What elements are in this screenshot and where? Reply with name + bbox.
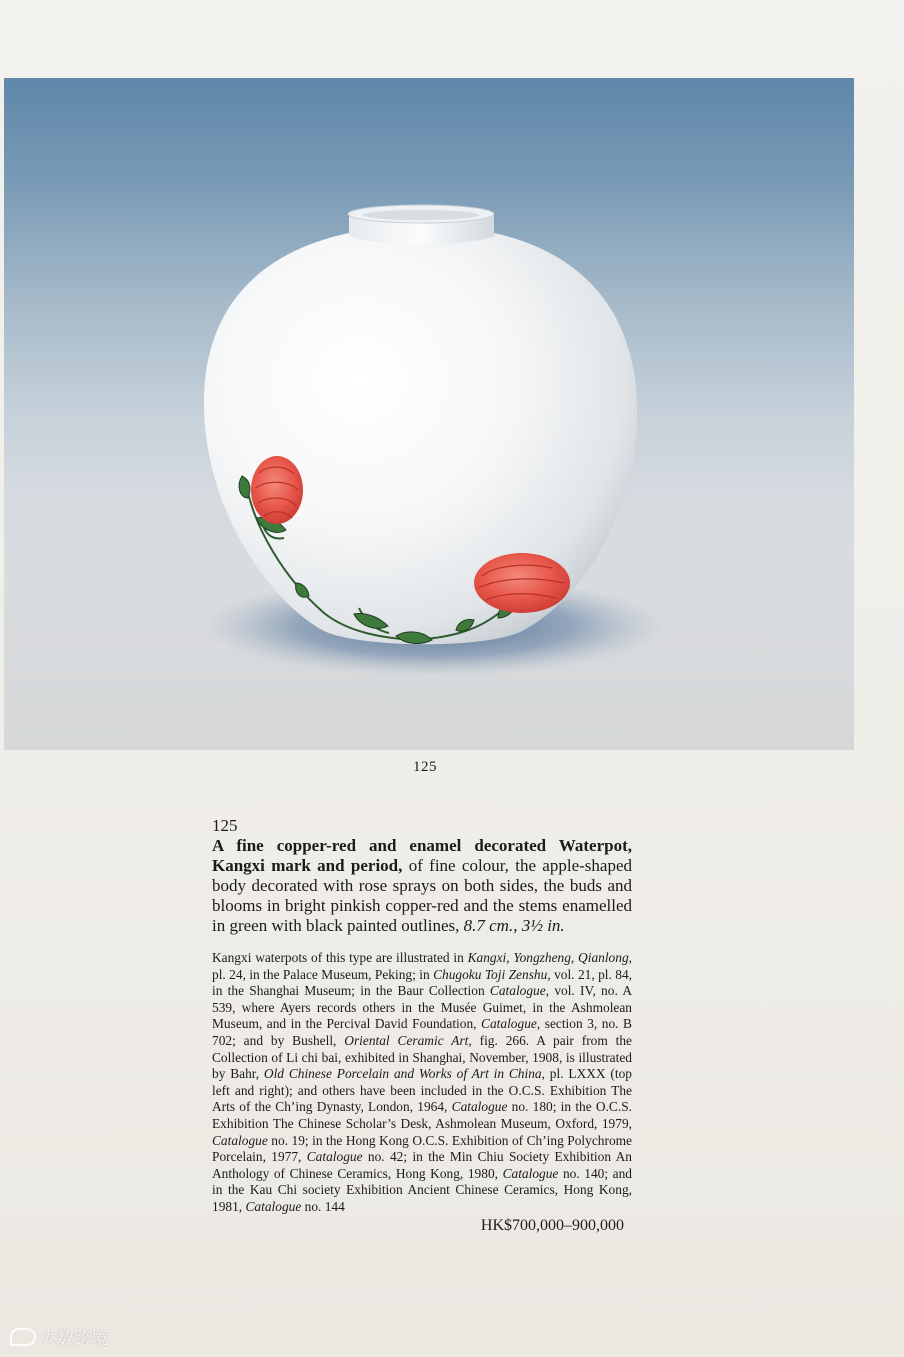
watermark-text: 大数跨境 [40, 1329, 108, 1349]
watermark [10, 1324, 108, 1349]
waterpot-body [204, 233, 637, 644]
waterpot-photograph [4, 78, 854, 750]
plate-caption: 125 [413, 759, 437, 775]
watermark-logo-icon [10, 1328, 36, 1346]
lot-description-text: of fine colour, the apple-shaped body decorated with rose sprays on both sides, the buds and blooms in bright pinkish copper-red and the stems enamelled in green with black painted outlines, [212, 856, 632, 935]
waterpot-opening [363, 210, 479, 220]
lot-description [212, 836, 632, 936]
lot-title: A fine copper-red and enamel decorated Waterpot, Kangxi mark and period, [212, 836, 632, 875]
lot-dimensions: 8.7 cm., 3½ in. [463, 916, 565, 935]
price-estimate: HK$700,000–900,000 [480, 1216, 624, 1234]
rose-bloom-upper [251, 456, 303, 524]
lot-number: 125 [212, 816, 238, 835]
literature-note: Kangxi waterpots of this type are illustrated in Kangxi, Yongzheng, Qianlong, pl. 24, in the Palace Museum, Peking; in Chugoku Toji Zenshu, vol. 21, pl. 84, in the Shanghai Museum; in the Baur Collection Catalogue, vol. IV, no. A 539, where Ayers records others in the Musée Guimet, in the Ashmolean Museum, and in the Percival David Foundation, Catalogue, section 3, no. B 702; and by Bushell, Oriental Ceramic Art, fig. 266. A pair from the Collection of Li chi bai, exhibited in Shanghai, November, 1908, is illustrated by Bahr, Old Chinese Porcelain and Works of Art in China, pl. LXXX (top left and right); and others have been included in the O.C.S. Exhibition The Arts of the Ch’ing Dynasty, London, 1964, Catalogue no. 180; in the O.C.S. Exhibition The Chinese Scholar’s Desk, Ashmolean Museum, Oxford, 1979, Catalogue no. 19; in the Hong Kong O.C.S. Exhibition of Ch’ing Polychrome Porcelain, 1977, Catalogue no. 42; in the Min Chiu Society Exhibition An Anthology of Chinese Ceramics, Hong Kong, 1980, Catalogue no. 140; and in the Kau Chi society Exhibition Ancient Chinese Ceramics, Hong Kong, 1981, Catalogue no. 144 [212, 950, 633, 1214]
waterpot-illustration [4, 78, 854, 750]
rose-bloom-lower [474, 553, 570, 613]
lot-entry [212, 816, 632, 1236]
